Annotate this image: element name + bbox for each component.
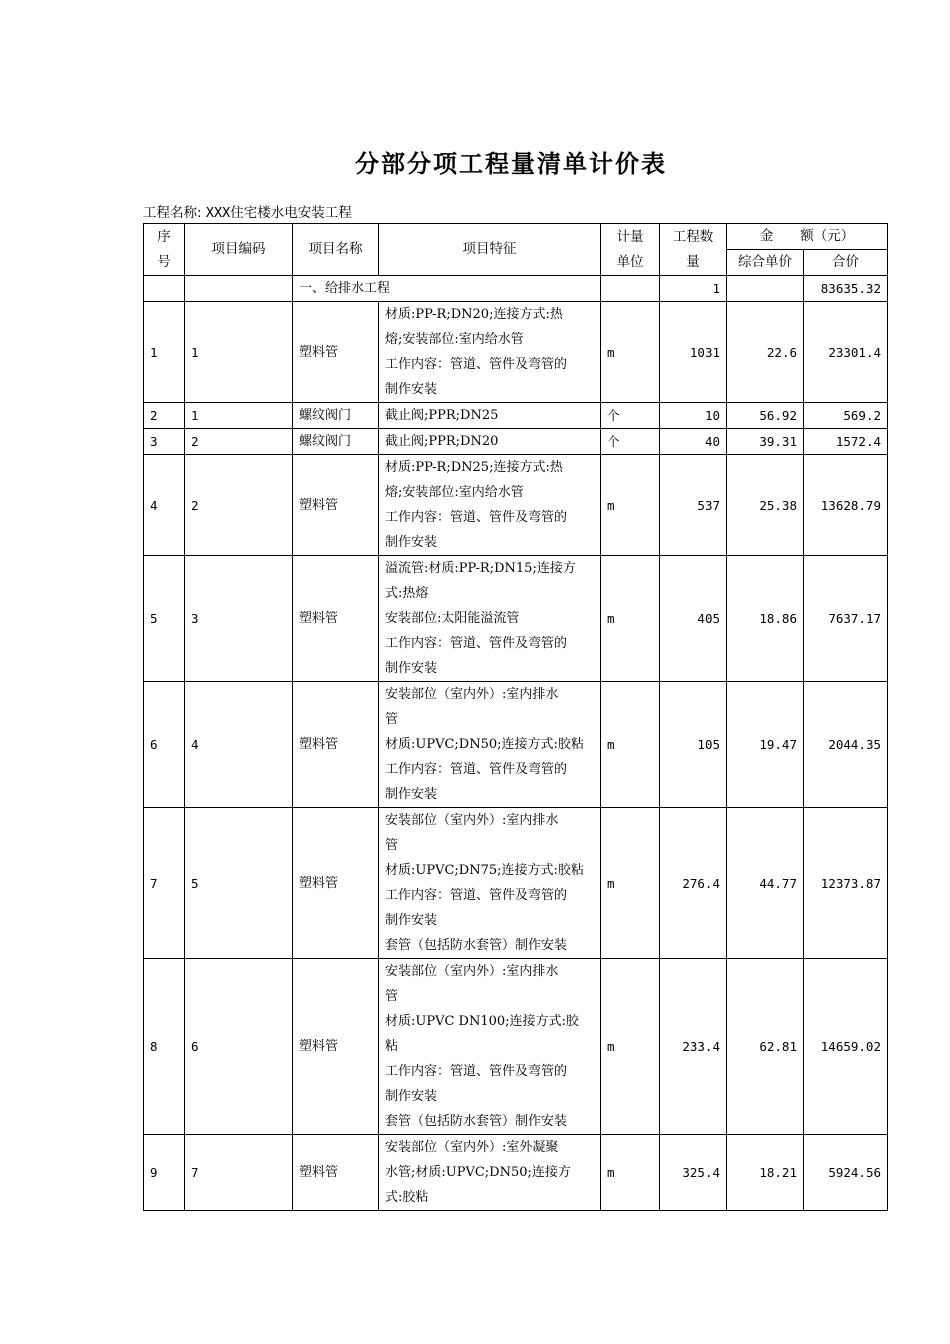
row-name: 塑料管 [293,682,379,808]
header-seq-line1: 序 [157,228,171,245]
feature-line: 材质:PP-R;DN20;连接方式:热 [385,307,563,322]
feature-line: 制作安装 [385,1089,438,1104]
header-seq [144,224,185,276]
row-seq: 3 [144,429,185,455]
row-total: 13628.79 [804,455,888,556]
feature-line: 熔;安装部位:室内给水管 [385,332,524,347]
bill-table [143,223,888,1211]
table-row [144,808,888,959]
row-code: 2 [185,455,293,556]
project-name: XXX住宅楼水电安装工程 [205,205,352,221]
row-name: 塑料管 [293,959,379,1135]
row-code: 1 [185,302,293,403]
table-row [144,682,888,808]
feature-line: 式:胶粘 [385,1190,429,1205]
row-name: 塑料管 [293,808,379,959]
feature-line: 式:热熔 [385,586,429,601]
row-qty: 105 [660,682,727,808]
row-seq: 6 [144,682,185,808]
header-total: 合价 [804,250,888,276]
feature-line: 材质:UPVC;DN75;连接方式:胶粘 [385,863,584,878]
header-unit-line2: 单位 [616,253,644,270]
row-code: 6 [185,959,293,1135]
row-seq: 9 [144,1135,185,1211]
row-feature [379,403,601,429]
row-feature [379,682,601,808]
row-unit: m [601,455,660,556]
header-qty [660,224,727,276]
table-row [144,959,888,1135]
section-name: 一、给排水工程 [293,276,601,302]
feature-line: 溢流管:材质:PP-R;DN15;连接方 [385,561,576,576]
row-seq: 4 [144,455,185,556]
row-feature [379,455,601,556]
row-feature [379,959,601,1135]
feature-line: 截止阀;PPR;DN20 [385,434,499,449]
row-name: 塑料管 [293,1135,379,1211]
row-name: 塑料管 [293,556,379,682]
row-seq: 8 [144,959,185,1135]
row-unit: 个 [601,403,660,429]
feature-line: 管 [385,838,399,853]
row-feature [379,808,601,959]
feature-line: 工作内容：管道、管件及弯管的 [385,1064,568,1079]
row-code: 2 [185,429,293,455]
row-code: 3 [185,556,293,682]
header-unit [601,224,660,276]
table-row [144,429,888,455]
header-name: 项目名称 [293,224,379,276]
row-total: 7637.17 [804,556,888,682]
row-total: 23301.4 [804,302,888,403]
feature-line: 制作安装 [385,382,438,397]
row-unit-price: 18.21 [727,1135,804,1211]
feature-line: 熔;安装部位:室内给水管 [385,485,524,500]
table-row [144,1135,888,1211]
feature-line: 安装部位（室内外）:室内排水 [385,813,559,828]
row-code: 4 [185,682,293,808]
feature-line: 安装部位（室内外）:室内排水 [385,964,559,979]
header-seq-line2: 号 [157,253,171,270]
row-unit-price: 44.77 [727,808,804,959]
row-qty: 325.4 [660,1135,727,1211]
header-code: 项目编码 [185,224,293,276]
row-qty: 276.4 [660,808,727,959]
row-unit-price: 18.86 [727,556,804,682]
feature-line: 材质:UPVC DN100;连接方式:胶 [385,1014,579,1029]
feature-line: 制作安装 [385,913,438,928]
row-feature [379,302,601,403]
row-qty: 1031 [660,302,727,403]
feature-line: 制作安装 [385,787,438,802]
section-unit [601,276,660,302]
feature-line: 材质:PP-R;DN25;连接方式:热 [385,460,563,475]
row-name: 塑料管 [293,302,379,403]
row-feature [379,1135,601,1211]
row-qty: 233.4 [660,959,727,1135]
page-title: 分部分项工程量清单计价表 [355,149,667,178]
section-qty: 1 [660,276,727,302]
header-qty-line2: 量 [686,253,700,270]
row-qty: 537 [660,455,727,556]
row-seq: 2 [144,403,185,429]
row-qty: 405 [660,556,727,682]
row-total: 14659.02 [804,959,888,1135]
row-total: 1572.4 [804,429,888,455]
row-unit: 个 [601,429,660,455]
header-row-1 [144,224,888,250]
feature-line: 粘 [385,1039,399,1054]
row-name: 螺纹阀门 [293,403,379,429]
row-code: 5 [185,808,293,959]
row-seq: 1 [144,302,185,403]
header-amount: 金 额（元） [727,224,888,250]
project-label: 工程名称: [143,205,202,221]
row-unit-price: 22.6 [727,302,804,403]
row-qty: 40 [660,429,727,455]
row-unit: m [601,1135,660,1211]
row-unit: m [601,959,660,1135]
feature-line: 工作内容：管道、管件及弯管的 [385,510,568,525]
row-code: 1 [185,403,293,429]
row-unit-price: 39.31 [727,429,804,455]
header-unit-price: 综合单价 [727,250,804,276]
feature-line: 制作安装 [385,535,438,550]
row-unit: m [601,302,660,403]
row-unit: m [601,556,660,682]
row-total: 569.2 [804,403,888,429]
table-row [144,403,888,429]
row-feature [379,556,601,682]
feature-line: 套管（包括防水套管）制作安装 [385,1114,568,1129]
feature-line: 套管（包括防水套管）制作安装 [385,938,568,953]
table-row [144,556,888,682]
section-row [144,276,888,302]
feature-line: 截止阀;PPR;DN25 [385,408,499,423]
row-code: 7 [185,1135,293,1211]
feature-line: 安装部位（室内外）:室外凝聚 [385,1140,559,1155]
row-name: 塑料管 [293,455,379,556]
row-total: 12373.87 [804,808,888,959]
row-total: 2044.35 [804,682,888,808]
table-row [144,455,888,556]
row-name: 螺纹阀门 [293,429,379,455]
row-seq: 7 [144,808,185,959]
row-unit-price: 56.92 [727,403,804,429]
section-total: 83635.32 [804,276,888,302]
row-qty: 10 [660,403,727,429]
row-unit: m [601,808,660,959]
feature-line: 安装部位（室内外）:室内排水 [385,687,559,702]
feature-line: 工作内容：管道、管件及弯管的 [385,357,568,372]
project-line [143,201,352,221]
row-feature [379,429,601,455]
section-seq [144,276,185,302]
feature-line: 工作内容：管道、管件及弯管的 [385,762,568,777]
row-unit: m [601,682,660,808]
feature-line: 制作安装 [385,661,438,676]
feature-line: 管 [385,989,399,1004]
feature-line: 工作内容：管道、管件及弯管的 [385,636,568,651]
feature-line: 水管;材质:UPVC;DN50;连接方 [385,1165,571,1180]
feature-line: 工作内容：管道、管件及弯管的 [385,888,568,903]
row-unit-price: 62.81 [727,959,804,1135]
row-unit-price: 19.47 [727,682,804,808]
feature-line: 管 [385,712,399,727]
row-seq: 5 [144,556,185,682]
header-qty-line1: 工程数 [672,228,714,245]
table-row [144,302,888,403]
row-unit-price: 25.38 [727,455,804,556]
section-code [185,276,293,302]
header-feature: 项目特征 [379,224,601,276]
feature-line: 材质:UPVC;DN50;连接方式:胶粘 [385,737,584,752]
row-total: 5924.56 [804,1135,888,1211]
header-unit-line1: 计量 [616,228,644,245]
feature-line: 安装部位:太阳能溢流管 [385,611,520,626]
section-unit-price [727,276,804,302]
